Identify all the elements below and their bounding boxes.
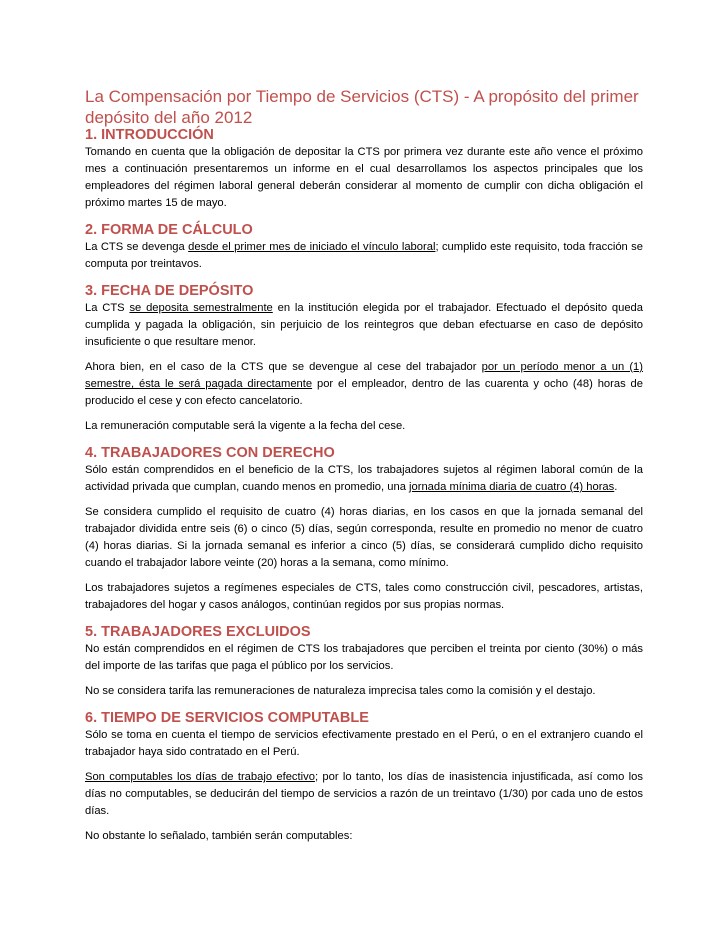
paragraph-text: en la institución elegida por el trabajador. Efectuado el depósito queda cumplida y pagada la obligación, sin perjuicio de los reintegros que deban efectuarse en caso de depósito insuficiente o que resultare menor.: [85, 302, 643, 348]
paragraph-text: Ahora bien, en el caso de la CTS que se devengue al cese del trabajador: [85, 361, 482, 373]
paragraph-text: Los trabajadores sujetos a regímenes especiales de CTS, tales como construcción civil, pescadores, artistas, trabajadores del hogar y casos análogos, continúan regidos por sus propias normas.: [85, 582, 643, 611]
paragraph-text: La remuneración computable será la vigente a la fecha del cese.: [85, 420, 406, 432]
section-heading-forma-de-calculo: 2. FORMA DE CÁLCULO: [85, 222, 253, 238]
underlined-text: jornada mínima diaria de cuatro (4) horas: [409, 481, 615, 493]
paragraph-text: ; cumplido este requisito, toda fracción se computa por treintavos.: [85, 241, 643, 270]
section-heading-tiempo-de-servicios-computable: 6. TIEMPO DE SERVICIOS COMPUTABLE: [85, 710, 369, 726]
paragraph-text: No están comprendidos en el régimen de CTS los trabajadores que perciben el treinta por ciento (30%) o más del importe de las tarifas que paga el público por los servicios.: [85, 643, 643, 672]
paragraph: [85, 144, 643, 212]
paragraph-text: Tomando en cuenta que la obligación de depositar la CTS por primera vez durante este año vence el próximo mes a continuación presentaremos un informe en el cual desarrollamos los aspectos principales que los empleadores del régimen laboral general deberán considerar al momento de cumplir con dicha obligación el próximo martes 15 de mayo.: [85, 146, 643, 209]
section-heading-fecha-de-deposito: 3. FECHA DE DEPÓSITO: [85, 283, 254, 299]
paragraph: [85, 418, 643, 435]
paragraph-text: No se considera tarifa las remuneraciones de naturaleza imprecisa tales como la comisión y el destajo.: [85, 685, 596, 697]
paragraph: [85, 641, 643, 675]
paragraph-text: Sólo están comprendidos en el beneficio de la CTS, los trabajadores sujetos al régimen laboral común de la actividad privada que cumplan, cuando menos en promedio, una: [85, 464, 643, 493]
paragraph: [85, 580, 643, 614]
paragraph-text: No obstante lo señalado, también serán computables:: [85, 830, 353, 842]
paragraph: [85, 683, 643, 700]
paragraph: [85, 359, 643, 410]
section-heading-introduccion: 1. INTRODUCCIÓN: [85, 127, 214, 143]
document-page: [85, 86, 643, 845]
underlined-text: Son computables los días de trabajo efectivo: [85, 771, 315, 783]
paragraph: [85, 769, 643, 820]
section-heading-trabajadores-excluidos: 5. TRABAJADORES EXCLUIDOS: [85, 624, 311, 640]
underlined-text: se deposita semestralmente: [129, 302, 273, 314]
paragraph-text: La CTS: [85, 302, 130, 314]
underlined-text: por un período menor a un (1) semestre, ésta le será pagada directamente: [85, 361, 643, 390]
paragraph-text: ; por lo tanto, los días de inasistencia injustificada, así como los días no computables, se deducirán del tiempo de servicios a razón de un treintavo (1/30) por cada uno de estos días.: [85, 771, 643, 817]
paragraph-text: La CTS se devenga: [85, 241, 189, 253]
paragraph: [85, 828, 643, 845]
paragraph: [85, 300, 643, 351]
paragraph: [85, 504, 643, 572]
section-heading-trabajadores-con-derecho: 4. TRABAJADORES CON DERECHO: [85, 445, 335, 461]
paragraph-text: .: [614, 481, 618, 493]
paragraph-text: Sólo se toma en cuenta el tiempo de servicios efectivamente prestado en el Perú, o en el extranjero cuando el trabajador haya sido contratado en el Perú.: [85, 729, 643, 758]
paragraph: [85, 239, 643, 273]
underlined-text: desde el primer mes de iniciado el vínculo laboral: [188, 241, 436, 253]
document-title: La Compensación por Tiempo de Servicios (CTS) - A propósito del primer depósito del año 2012: [85, 87, 639, 127]
paragraph: [85, 462, 643, 496]
paragraph-text: Se considera cumplido el requisito de cuatro (4) horas diarias, en los casos en que la jornada semanal del trabajador dividida entre seis (6) o cinco (5) días, según corresponda, resulte en promedio no menor de cuatro (4) horas diarias. Si la jornada semanal es inferior a cinco (5) días, se considerará cumplido dicho requisito cuando el trabajador labore veinte (20) horas a la semana, como mínimo.: [85, 506, 643, 569]
paragraph-text: por el empleador, dentro de las cuarenta y ocho (48) horas de producido el cese y con efecto cancelatorio.: [85, 378, 643, 407]
paragraph: [85, 727, 643, 761]
